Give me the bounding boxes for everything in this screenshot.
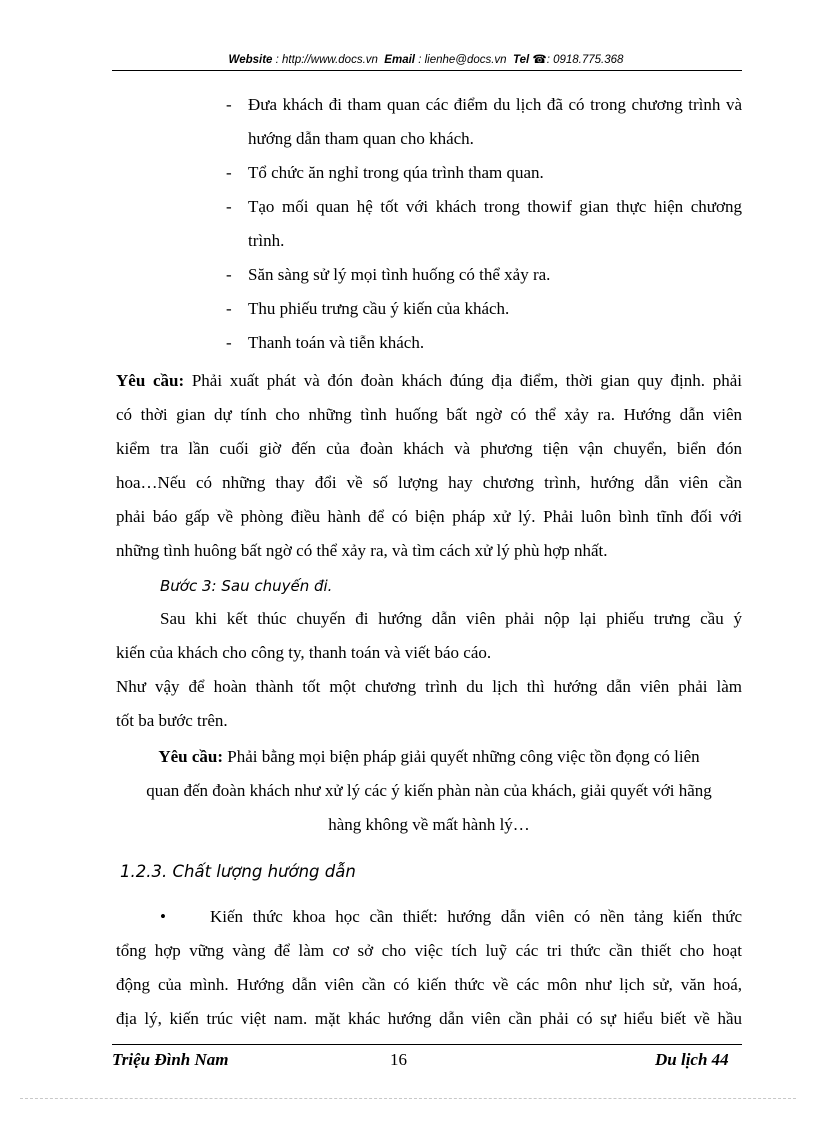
step-paragraph-line: tốt ba bước trên.: [116, 711, 228, 730]
tel-label: Tel: [512, 54, 530, 66]
list-item-text: Tổ chức ăn nghỉ trong qúa trình tham quan.: [248, 163, 544, 182]
requirement-paragraph-line: hàng không về mất hành lý…: [328, 815, 530, 834]
list-item-text: Thanh toán và tiễn khách.: [248, 333, 425, 352]
step-paragraph-line: Như vậy để hoàn thành tốt một chương trình du lịch thì hướng dẫn viên phải làm: [116, 677, 742, 696]
requirement-paragraph-line: hoa…Nếu có những thay đổi về số lượng hay chương trình, hướng dẫn viên cần: [116, 473, 742, 492]
step-title: Bước 3: Sau chuyến đi.: [160, 577, 333, 595]
section-paragraph-line: động của mình. Hướng dẫn viên cần có kiến thức về các môn như lịch sử, văn hoá,: [116, 975, 742, 994]
section-paragraph-line: Kiến thức khoa học cần thiết: hướng dẫn viên có nền tảng kiến thức: [210, 907, 742, 926]
list-item-text: Săn sàng sử lý mọi tình huống có thể xảy ra.: [248, 265, 551, 284]
email-link[interactable]: : lienhe@docs.vn: [418, 54, 507, 66]
section-paragraph-line: tổng hợp vững vàng để làm cơ sở cho việc tích luỹ các tri thức cần thiết cho hoạt: [116, 941, 742, 960]
section-paragraph-line: địa lý, kiến trúc việt nam. mặt khác hướng dẫn viên cần phải có sự hiểu biết về hầu: [116, 1009, 742, 1028]
list-item-text: Thu phiếu trưng cầu ý kiến của khách.: [248, 299, 510, 318]
requirement-paragraph-line: Yêu cầu: Phải bằng mọi biện pháp giải quyết những công việc tồn đọng có liên: [158, 747, 700, 766]
page-number: 16: [390, 1050, 407, 1069]
page-edge: [20, 1098, 796, 1099]
tel-value: : 0918.775.368: [546, 54, 624, 66]
footer-divider: [112, 1044, 742, 1045]
list-item-text: Tạo mối quan hệ tốt với khách trong thowif gian thực hiện chương trình.: [248, 197, 742, 250]
dash-marker: -: [226, 197, 232, 216]
website-label: Website: [228, 54, 273, 66]
requirement-paragraph-line: kiểm tra lần cuối giờ đến của đoàn khách và phương tiện vận chuyển, biển đón: [116, 439, 742, 458]
section-heading: 1.2.3. Chất lượng hướng dẫn: [120, 862, 356, 881]
requirement-paragraph-line: quan đến đoàn khách như xử lý các ý kiến phàn nàn của khách, giải quyết với hãng: [146, 781, 712, 800]
requirement-paragraph-line: những tình huông bất ngờ có thể xảy ra, và tìm cách xử lý phù hợp nhất.: [116, 541, 608, 560]
bullet-icon: •: [160, 907, 166, 926]
dash-marker: -: [226, 265, 232, 284]
email-label: Email: [384, 54, 415, 66]
phone-icon: ☎: [532, 54, 547, 66]
header-divider: [112, 70, 742, 71]
list-item-text: Đưa khách đi tham quan các điểm du lịch đã có trong chương trình và hướng dẫn tham quan cho khách.: [248, 95, 742, 148]
step-paragraph-line: Sau khi kết thúc chuyến đi hướng dẫn viên phải nộp lại phiếu trưng cầu ý: [160, 609, 742, 628]
requirement-paragraph-line: có thời gian dự tính cho những tình huống bất ngờ có thể xảy ra. Hướng dẫn viên: [116, 405, 742, 424]
dash-marker: -: [226, 333, 232, 352]
dash-marker: -: [226, 299, 232, 318]
requirement-paragraph-line: Yêu cầu: Phải xuất phát và đón đoàn khách đúng địa điểm, thời gian quy định. phải: [116, 371, 742, 390]
requirement-label: Yêu cầu:: [158, 747, 224, 766]
step-paragraph-line: kiến của khách cho công ty, thanh toán và viết báo cáo.: [116, 643, 492, 662]
dash-marker: -: [226, 95, 232, 114]
footer-author: Triệu Đình Nam: [112, 1050, 229, 1069]
requirement-paragraph-line: phải báo gấp về phòng điều hành để có biện pháp xử lý. Phải luôn bình tĩnh đối với: [116, 507, 742, 526]
page-header: [112, 52, 740, 66]
website-link[interactable]: : http://www.docs.vn: [275, 54, 378, 66]
dash-marker: -: [226, 163, 232, 182]
footer-class: Du lịch 44: [655, 1050, 729, 1069]
requirement-label: Yêu cầu:: [116, 371, 185, 390]
